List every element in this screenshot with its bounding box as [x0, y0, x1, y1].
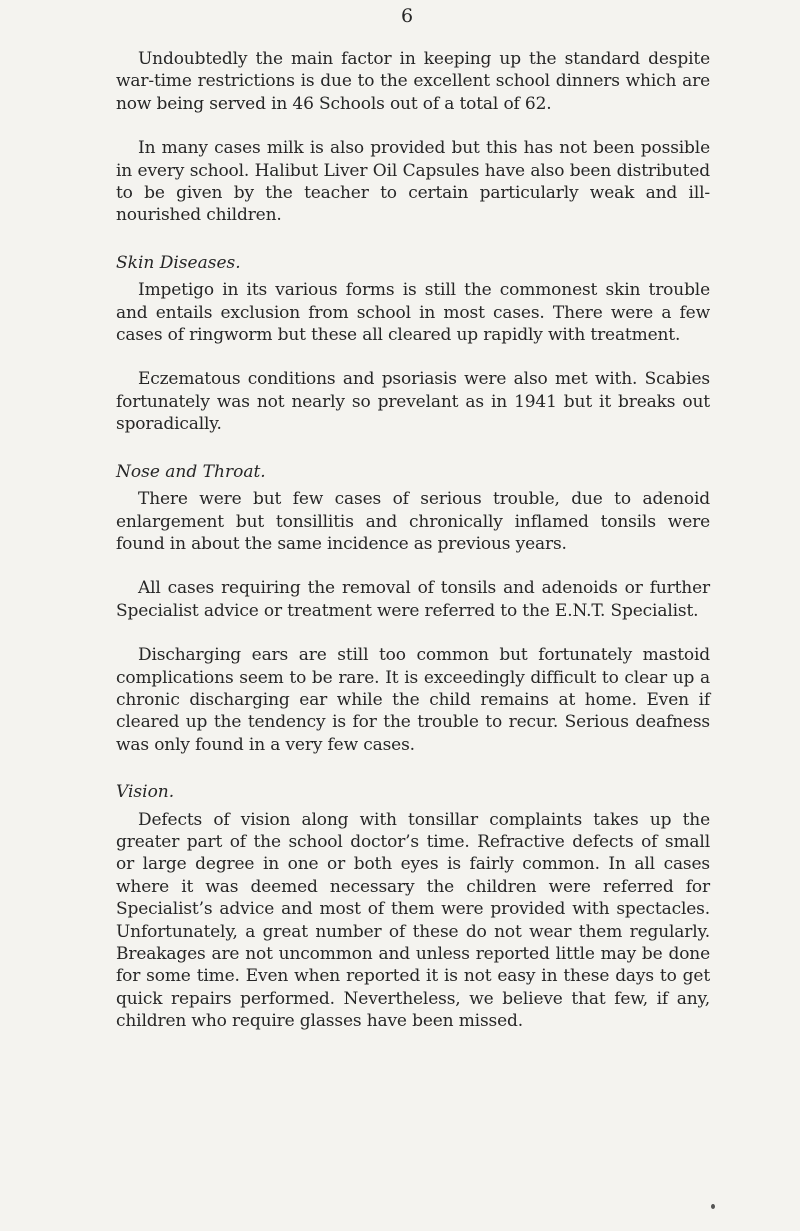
page-number: 6	[401, 5, 414, 27]
paragraph-school-dinners: Undoubtedly the main factor in keeping up the standard despite war-time restrictions is due to the excellent school dinners which are now being served in 46 Schools out of a total of 62.	[116, 49, 710, 114]
section-heading-vision: Vision.	[116, 782, 175, 803]
paragraph-milk-provision: In many cases milk is also provided but this has not been possible in every school. Halibut Liver Oil Capsules have also been distributed to be given by the teacher to certain particularly weak and ill-nourished children.	[116, 138, 710, 226]
section-heading-nose-throat: Nose and Throat.	[116, 461, 266, 482]
paragraph-eczema-scabies: Eczematous conditions and psoriasis were also met with. Scabies fortunately was not nearly so prevelant as in 1941 but it breaks out sporadically.	[116, 369, 710, 435]
paragraph-impetigo: Impetigo in its various forms is still the commonest skin trouble and entails exclusion from school in most cases. There were a few cases of ringworm but these all cleared up rapidly with treatment.	[116, 280, 710, 346]
paragraph-vision-defects: Defects of vision along with tonsillar complaints takes up the greater part of the school doctor’s time. Refractive defects of small or large degree in one or both eyes is fairly common. In all cases where it was deemed necessary the children were referred for Specialist’s advice and most of them were provided with spectacles. Unfortunately, a great number of these do not wear them regularly. Breakages are not uncommon and unless reported little may be done for some time. Even when reported it is not easy in these days to get quick repairs performed. Nevertheless, we believe that few, if any, children who require glasses have been missed.	[116, 809, 710, 1032]
paragraph-tonsillitis: There were but few cases of serious trouble, due to adenoid enlargement but tonsillitis and chronically inflamed tonsils were found in about the same incidence as previous years.	[116, 489, 710, 554]
section-heading-skin-diseases: Skin Diseases.	[116, 252, 241, 273]
document-body	[116, 48, 710, 1033]
paragraph-ent-referral: All cases requiring the removal of tonsils and adenoids or further Specialist advice or treatment were referred to the E.N.T. Specialist.	[116, 578, 710, 621]
paragraph-discharging-ears: Discharging ears are still too common but fortunately mastoid complications seem to be rare. It is exceedingly difficult to clear up a chronic discharging ear while the child remains at home. Even if cleared up the tendency is for the trouble to recur. Serious deafness was only found in a very few cases.	[116, 645, 710, 755]
print-speck	[711, 1204, 715, 1209]
